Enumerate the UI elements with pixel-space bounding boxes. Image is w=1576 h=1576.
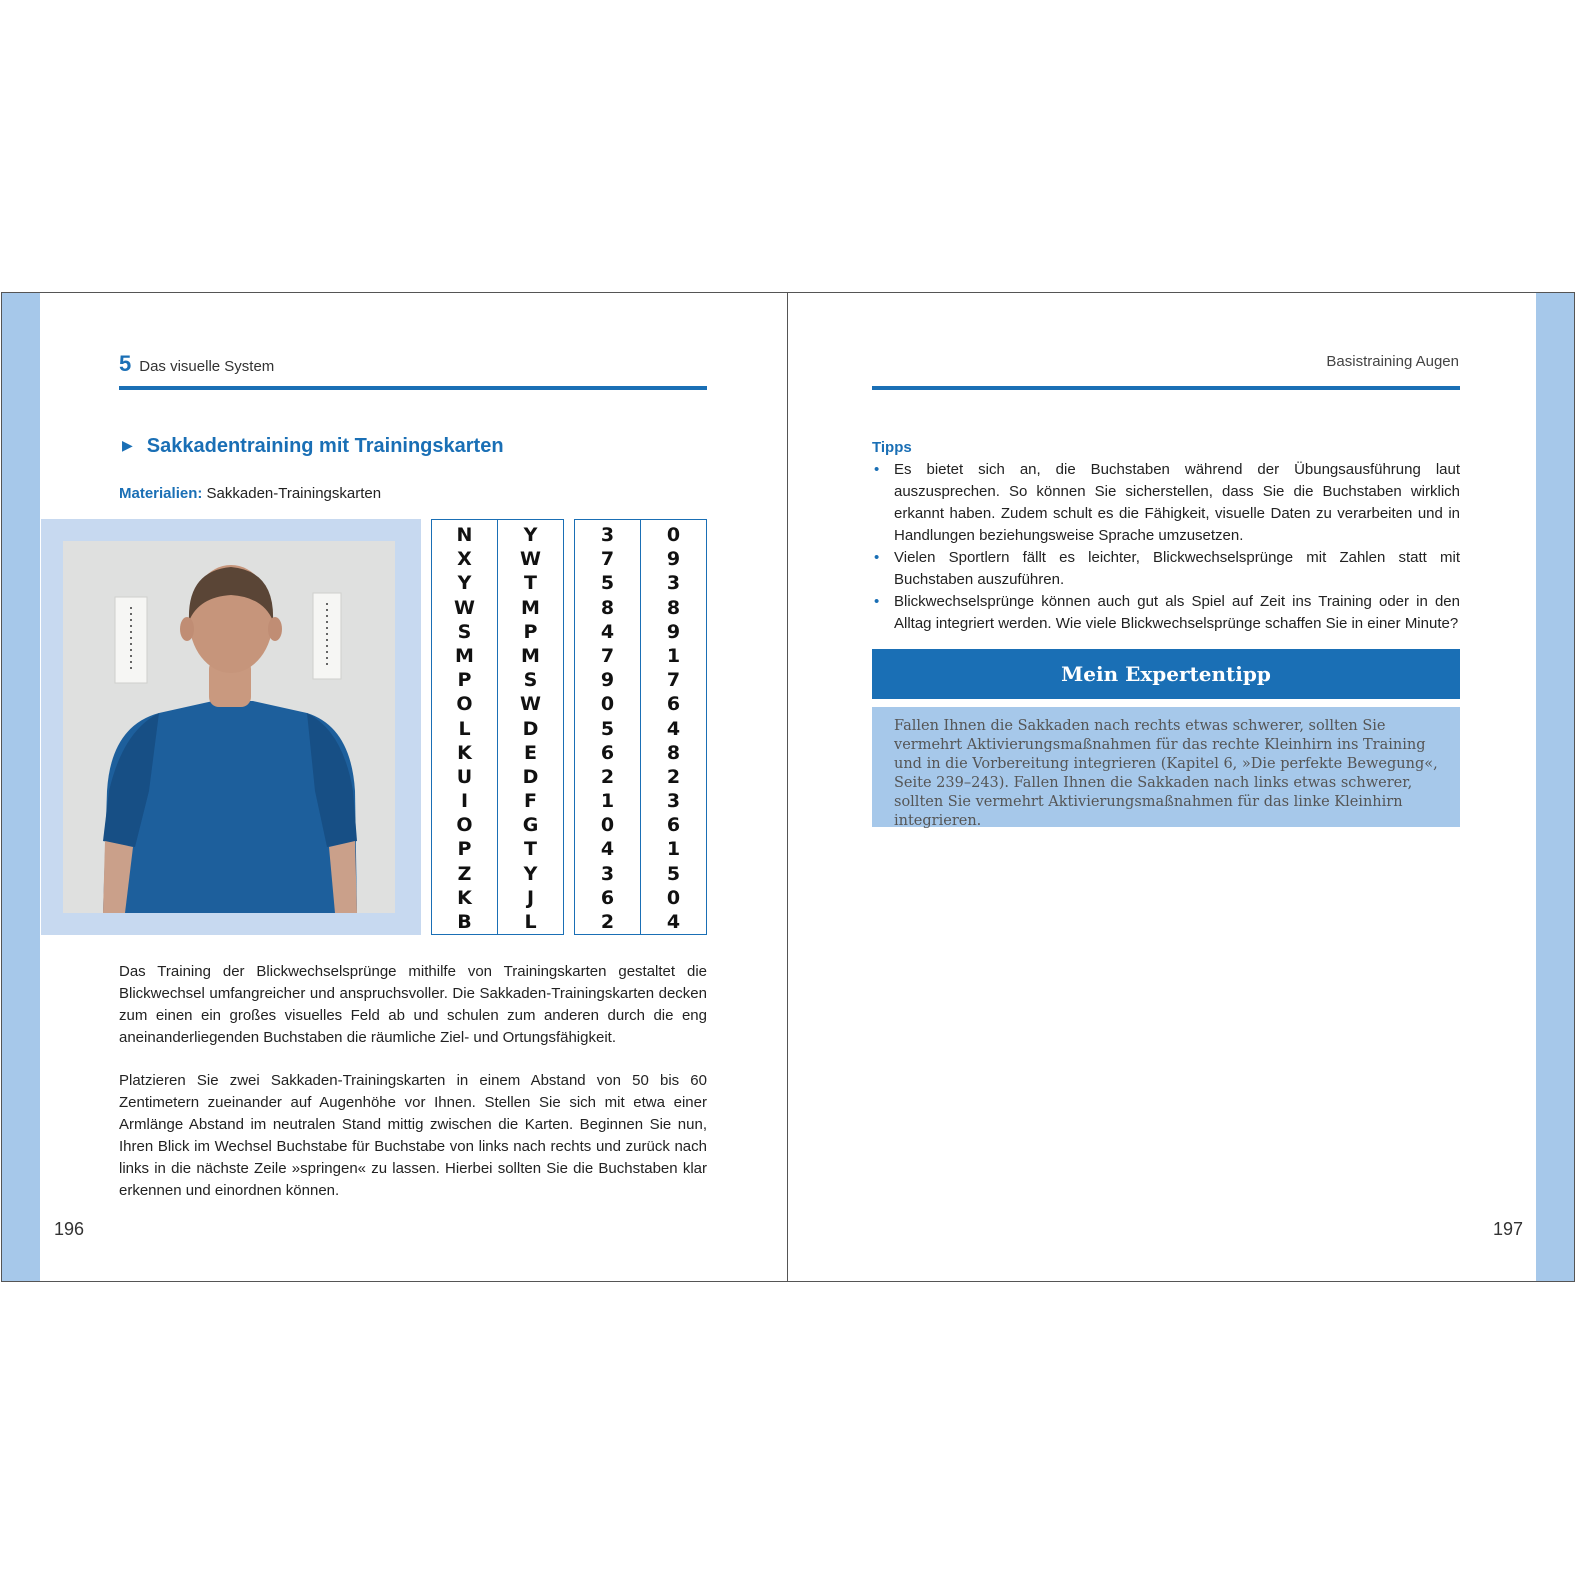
letter-cell: X bbox=[457, 548, 472, 571]
bullet-icon: • bbox=[874, 549, 880, 566]
number-cell: 6 bbox=[666, 814, 681, 837]
letter-cell: W bbox=[520, 693, 541, 716]
header-rule-right bbox=[872, 386, 1460, 390]
letter-cell: B bbox=[457, 911, 472, 933]
letter-cell: P bbox=[457, 669, 472, 692]
letter-cell: Y bbox=[523, 862, 538, 885]
letter-cell: K bbox=[457, 886, 472, 909]
number-cell: 9 bbox=[600, 669, 615, 692]
letter-cell: T bbox=[524, 838, 537, 861]
section-title bbox=[122, 435, 504, 458]
letter-cell: W bbox=[520, 548, 541, 571]
number-cell: 1 bbox=[666, 644, 681, 667]
letter-cell: D bbox=[522, 765, 539, 788]
number-training-card bbox=[574, 519, 707, 935]
right-edge-bar bbox=[1536, 293, 1574, 1281]
number-cell: 1 bbox=[600, 790, 615, 813]
number-cell: 3 bbox=[600, 862, 615, 885]
number-cell: 4 bbox=[666, 717, 681, 740]
tips-list bbox=[872, 459, 1460, 635]
number-cell: 7 bbox=[600, 644, 615, 667]
materials-line bbox=[119, 485, 381, 502]
number-cell: 6 bbox=[600, 886, 615, 909]
number-cell: 3 bbox=[600, 524, 615, 546]
number-cell: 2 bbox=[666, 765, 681, 788]
number-cell: 5 bbox=[600, 717, 615, 740]
tip-text: Vielen Sportlern fällt es leichter, Blickwechselsprünge mit Zahlen statt mit Buchstaben auszuführen. bbox=[894, 549, 1460, 588]
letter-cell: M bbox=[455, 644, 474, 667]
letter-cell: J bbox=[526, 886, 535, 909]
running-head: Basistraining Augen bbox=[1326, 353, 1459, 370]
section-title-text: Sakkadentraining mit Trainingskarten bbox=[146, 435, 504, 457]
letter-cell: W bbox=[454, 596, 475, 619]
number-cell: 4 bbox=[600, 620, 615, 643]
letter-cell: G bbox=[522, 814, 539, 837]
number-cell: 0 bbox=[600, 693, 615, 716]
tip-item bbox=[872, 591, 1460, 635]
page-number-left: 196 bbox=[54, 1219, 85, 1239]
letter-cell: M bbox=[521, 644, 540, 667]
number-cell: 3 bbox=[666, 572, 681, 595]
letter-cell: Z bbox=[457, 862, 472, 885]
materials-label: Materialien: bbox=[119, 485, 203, 502]
letter-cell: P bbox=[523, 620, 538, 643]
number-cell: 7 bbox=[666, 669, 681, 692]
header-rule-left bbox=[119, 386, 707, 390]
letter-cell: P bbox=[457, 838, 472, 861]
materials-value: Sakkaden-Trainingskarten bbox=[206, 485, 382, 502]
number-cell: 4 bbox=[666, 911, 681, 933]
triangle-bullet-icon: ▶ bbox=[122, 437, 133, 453]
number-cell: 5 bbox=[666, 862, 681, 885]
letter-cell: L bbox=[458, 717, 471, 740]
letter-cell: L bbox=[524, 911, 537, 933]
book-spread bbox=[1, 292, 1575, 1282]
chapter-number: 5 bbox=[119, 351, 132, 376]
number-cell: 7 bbox=[600, 548, 615, 571]
number-cell: 1 bbox=[666, 838, 681, 861]
body-paragraph-2: Platzieren Sie zwei Sakkaden-Trainingskarten in einem Abstand von 50 bis 60 Zentimetern zueinander auf Augenhöhe vor Ihnen. Stellen Sie sich mit etwa einer Armlänge Abstand im neutralen Stand mittig zwischen die Karten. Beginnen Sie nun, Ihren Blick im Wechsel Buchstabe für Buchstabe von links nach rechts und zurück nach links in die nächste Zeile »springen« zu lassen. Hierbei sollten Sie die Buchstaben klar erkennen und einordnen können. bbox=[119, 1072, 707, 1199]
body-paragraph-1: Das Training der Blickwechselsprünge mithilfe von Trainingskarten gestaltet die Blickwechsel umfangreicher und anspruchsvoller. Die Sakkaden-Trainingskarten decken zum einen ein großes visuelles Feld ab und schulen zum anderen durch die eng aneinanderliegenden Buchstaben die räumliche Ziel- und Ortungsfähigkeit. bbox=[119, 963, 707, 1046]
tip-text: Es bietet sich an, die Buchstaben während der Übungsausführung laut auszusprechen. So können Sie sicherstellen, dass Sie die Buchstaben wirklich erkannt haben. Zudem schult es die Fähigkeit, visuelle Daten zu verarbeiten und in Handlungen beziehungsweise Sprache umzusetzen. bbox=[894, 461, 1460, 544]
number-cell: 2 bbox=[600, 911, 615, 933]
number-cell: 6 bbox=[666, 693, 681, 716]
athlete-illustration bbox=[63, 541, 395, 913]
tip-text: Blickwechselsprünge können auch gut als Spiel auf Zeit ins Training oder in den Alltag integriert werden. Wie viele Blickwechselsprünge schaffen Sie in einer Minute? bbox=[894, 593, 1460, 632]
letter-cell: E bbox=[524, 741, 537, 764]
letter-cell: U bbox=[456, 765, 473, 788]
number-cell: 9 bbox=[666, 620, 681, 643]
letter-cell: D bbox=[522, 717, 539, 740]
number-cell: 8 bbox=[666, 741, 681, 764]
expert-tip-header: Mein Expertentipp bbox=[872, 649, 1460, 699]
letter-cell: Y bbox=[523, 524, 538, 546]
expert-tip-body: Fallen Ihnen die Sakkaden nach rechts etwas schwerer, sollten Sie vermehrt Aktivierungsmaßnahmen für das rechte Kleinhirn ins Training und in die Vorbereitung integrieren (Kapitel 6, »Die perfekte Bewegung«, Seite 239–243). Fallen Ihnen die Sakkaden nach links etwas schwerer, sollten Sie vermehrt Aktivierungsmaßnahmen für das linke Kleinhirn integrieren. bbox=[872, 707, 1460, 827]
athlete-photo bbox=[63, 541, 395, 913]
tip-item bbox=[872, 459, 1460, 547]
letter-cell: S bbox=[457, 620, 472, 643]
number-cell: 0 bbox=[666, 524, 681, 546]
tips-title: Tipps bbox=[872, 439, 912, 456]
left-edge-bar bbox=[2, 293, 40, 1281]
number-cell: 2 bbox=[600, 765, 615, 788]
letter-training-card bbox=[431, 519, 564, 935]
photo-panel bbox=[41, 519, 421, 935]
number-cell: 4 bbox=[600, 838, 615, 861]
number-column-2 bbox=[640, 520, 706, 934]
tip-item bbox=[872, 547, 1460, 591]
chapter-heading bbox=[119, 351, 274, 377]
number-cell: 0 bbox=[666, 886, 681, 909]
number-cell: 8 bbox=[666, 596, 681, 619]
letter-cell: N bbox=[456, 524, 473, 546]
number-cell: 3 bbox=[666, 790, 681, 813]
number-cell: 8 bbox=[600, 596, 615, 619]
number-cell: 5 bbox=[600, 572, 615, 595]
page-number-right: 197 bbox=[1493, 1219, 1524, 1239]
letter-cell: Y bbox=[457, 572, 472, 595]
letter-column-2 bbox=[497, 520, 563, 934]
bullet-icon: • bbox=[874, 461, 880, 478]
letter-cell: I bbox=[460, 790, 469, 813]
letter-cell: O bbox=[456, 814, 473, 837]
letter-column-1 bbox=[432, 520, 497, 934]
letter-cell: S bbox=[523, 669, 538, 692]
number-cell: 6 bbox=[600, 741, 615, 764]
chapter-title: Das visuelle System bbox=[139, 358, 275, 375]
letter-cell: O bbox=[456, 693, 473, 716]
letter-cell: T bbox=[524, 572, 537, 595]
page-gutter bbox=[787, 293, 788, 1281]
bullet-icon: • bbox=[874, 593, 880, 610]
letter-cell: K bbox=[457, 741, 472, 764]
number-cell: 0 bbox=[600, 814, 615, 837]
number-column-1 bbox=[575, 520, 640, 934]
letter-cell: M bbox=[521, 596, 540, 619]
number-cell: 9 bbox=[666, 548, 681, 571]
letter-cell: F bbox=[524, 790, 537, 813]
